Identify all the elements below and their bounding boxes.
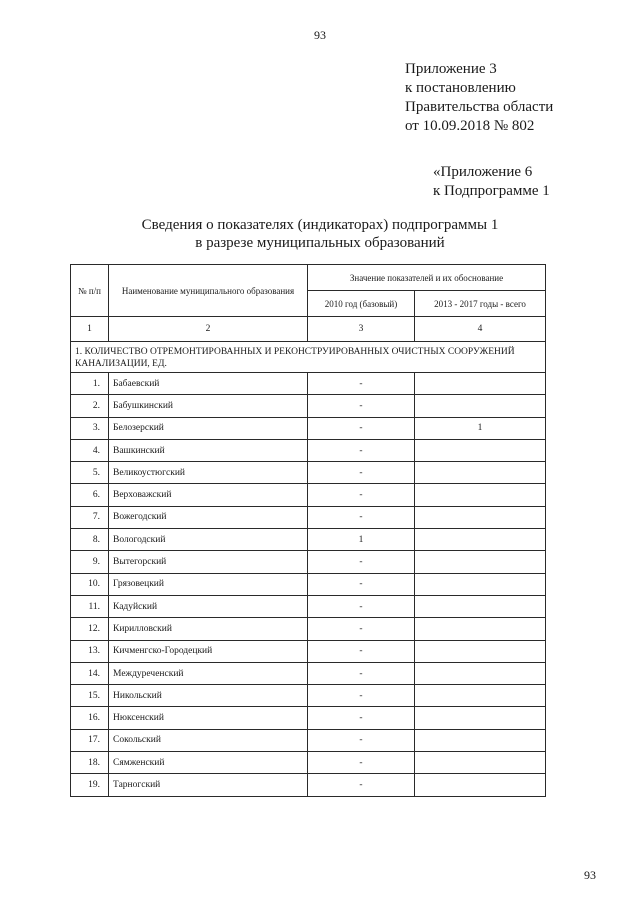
table-row xyxy=(71,573,546,595)
period-value xyxy=(415,752,546,774)
period-value xyxy=(415,774,546,796)
table-row xyxy=(71,729,546,751)
indicators-table xyxy=(70,264,546,797)
period-value xyxy=(415,439,546,461)
header-value-group: Значение показателей и их обоснование xyxy=(308,265,546,291)
table-row xyxy=(71,373,546,395)
title-line: в разрезе муниципальных образований xyxy=(195,235,445,251)
municipality-name: Сокольский xyxy=(109,729,308,751)
municipality-name: Тарногский xyxy=(109,774,308,796)
column-number: 4 xyxy=(415,317,546,342)
base-year-value: - xyxy=(308,640,415,662)
municipality-name: Вашкинский xyxy=(109,439,308,461)
base-year-value: - xyxy=(308,685,415,707)
period-value xyxy=(415,551,546,573)
table-row xyxy=(71,484,546,506)
table-row xyxy=(71,395,546,417)
municipality-name: Вытегорский xyxy=(109,551,308,573)
period-value xyxy=(415,618,546,640)
row-number: 14. xyxy=(71,662,109,684)
period-value: 1 xyxy=(415,417,546,439)
table-row xyxy=(71,662,546,684)
row-number: 10. xyxy=(71,573,109,595)
base-year-value: - xyxy=(308,729,415,751)
header-period: 2013 - 2017 годы - всего xyxy=(415,291,546,317)
header-name: Наименование муниципального образования xyxy=(109,265,308,317)
municipality-name: Междуреченский xyxy=(109,662,308,684)
period-value xyxy=(415,729,546,751)
table-row xyxy=(71,439,546,461)
period-value xyxy=(415,462,546,484)
municipality-name: Никольский xyxy=(109,685,308,707)
row-number: 1. xyxy=(71,373,109,395)
base-year-value: - xyxy=(308,618,415,640)
period-value xyxy=(415,573,546,595)
period-value xyxy=(415,595,546,617)
municipality-name: Кадуйский xyxy=(109,595,308,617)
base-year-value: - xyxy=(308,373,415,395)
appendix-line: к постановлению xyxy=(405,80,516,96)
municipality-name: Кирилловский xyxy=(109,618,308,640)
table-row xyxy=(71,774,546,796)
appendix-sub-reference xyxy=(433,163,550,201)
appendix-sub-line: к Подпрограмме 1 xyxy=(433,183,550,199)
base-year-value: - xyxy=(308,774,415,796)
appendix-reference xyxy=(405,60,553,136)
table-row xyxy=(71,707,546,729)
table-row xyxy=(71,506,546,528)
row-number: 18. xyxy=(71,752,109,774)
period-value xyxy=(415,484,546,506)
row-number: 11. xyxy=(71,595,109,617)
row-number: 13. xyxy=(71,640,109,662)
row-number: 19. xyxy=(71,774,109,796)
row-number: 16. xyxy=(71,707,109,729)
table-row xyxy=(71,618,546,640)
base-year-value: - xyxy=(308,506,415,528)
municipality-name: Вологодский xyxy=(109,529,308,551)
column-number: 3 xyxy=(308,317,415,342)
municipality-name: Белозерский xyxy=(109,417,308,439)
row-number: 2. xyxy=(71,395,109,417)
row-number: 12. xyxy=(71,618,109,640)
municipality-name: Сямженский xyxy=(109,752,308,774)
base-year-value: - xyxy=(308,707,415,729)
base-year-value: - xyxy=(308,752,415,774)
section-heading: 1. КОЛИЧЕСТВО ОТРЕМОНТИРОВАННЫХ И РЕКОНСТРУИРОВАННЫХ ОЧИСТНЫХ СООРУЖЕНИЙ КАНАЛИЗАЦИИ, ЕД. xyxy=(71,342,546,373)
appendix-line: Приложение 3 xyxy=(405,61,497,77)
table-row xyxy=(71,462,546,484)
period-value xyxy=(415,529,546,551)
base-year-value: - xyxy=(308,395,415,417)
municipality-name: Бабаевский xyxy=(109,373,308,395)
header-num: № п/п xyxy=(71,265,109,317)
municipality-name: Великоустюгский xyxy=(109,462,308,484)
indicators-table-wrapper xyxy=(70,264,546,797)
municipality-name: Вожегодский xyxy=(109,506,308,528)
table-row xyxy=(71,551,546,573)
row-number: 15. xyxy=(71,685,109,707)
base-year-value: 1 xyxy=(308,529,415,551)
municipality-name: Верховажский xyxy=(109,484,308,506)
base-year-value: - xyxy=(308,595,415,617)
period-value xyxy=(415,373,546,395)
row-number: 6. xyxy=(71,484,109,506)
row-number: 4. xyxy=(71,439,109,461)
table-row xyxy=(71,752,546,774)
column-number: 2 xyxy=(109,317,308,342)
table-row xyxy=(71,595,546,617)
period-value xyxy=(415,662,546,684)
base-year-value: - xyxy=(308,439,415,461)
table-row xyxy=(71,417,546,439)
period-value xyxy=(415,685,546,707)
municipality-name: Грязовецкий xyxy=(109,573,308,595)
header-base-year: 2010 год (базовый) xyxy=(308,291,415,317)
row-number: 7. xyxy=(71,506,109,528)
period-value xyxy=(415,707,546,729)
base-year-value: - xyxy=(308,662,415,684)
row-number: 5. xyxy=(71,462,109,484)
row-number: 9. xyxy=(71,551,109,573)
title-line: Сведения о показателях (индикаторах) подпрограммы 1 xyxy=(141,217,499,233)
row-number: 17. xyxy=(71,729,109,751)
appendix-sub-line: «Приложение 6 xyxy=(433,164,533,180)
base-year-value: - xyxy=(308,573,415,595)
base-year-value: - xyxy=(308,551,415,573)
municipality-name: Кичменгско-Городецкий xyxy=(109,640,308,662)
municipality-name: Нюксенский xyxy=(109,707,308,729)
base-year-value: - xyxy=(308,484,415,506)
period-value xyxy=(415,395,546,417)
row-number: 8. xyxy=(71,529,109,551)
municipality-name: Бабушкинский xyxy=(109,395,308,417)
table-row xyxy=(71,529,546,551)
base-year-value: - xyxy=(308,417,415,439)
period-value xyxy=(415,640,546,662)
table-row xyxy=(71,640,546,662)
page-number-top: 93 xyxy=(314,28,326,42)
row-number: 3. xyxy=(71,417,109,439)
table-row xyxy=(71,685,546,707)
appendix-line: от 10.09.2018 № 802 xyxy=(405,118,535,134)
document-title xyxy=(0,216,640,252)
column-number: 1 xyxy=(71,317,109,342)
period-value xyxy=(415,506,546,528)
page-number-bottom: 93 xyxy=(584,868,596,882)
base-year-value: - xyxy=(308,462,415,484)
appendix-line: Правительства области xyxy=(405,99,554,115)
